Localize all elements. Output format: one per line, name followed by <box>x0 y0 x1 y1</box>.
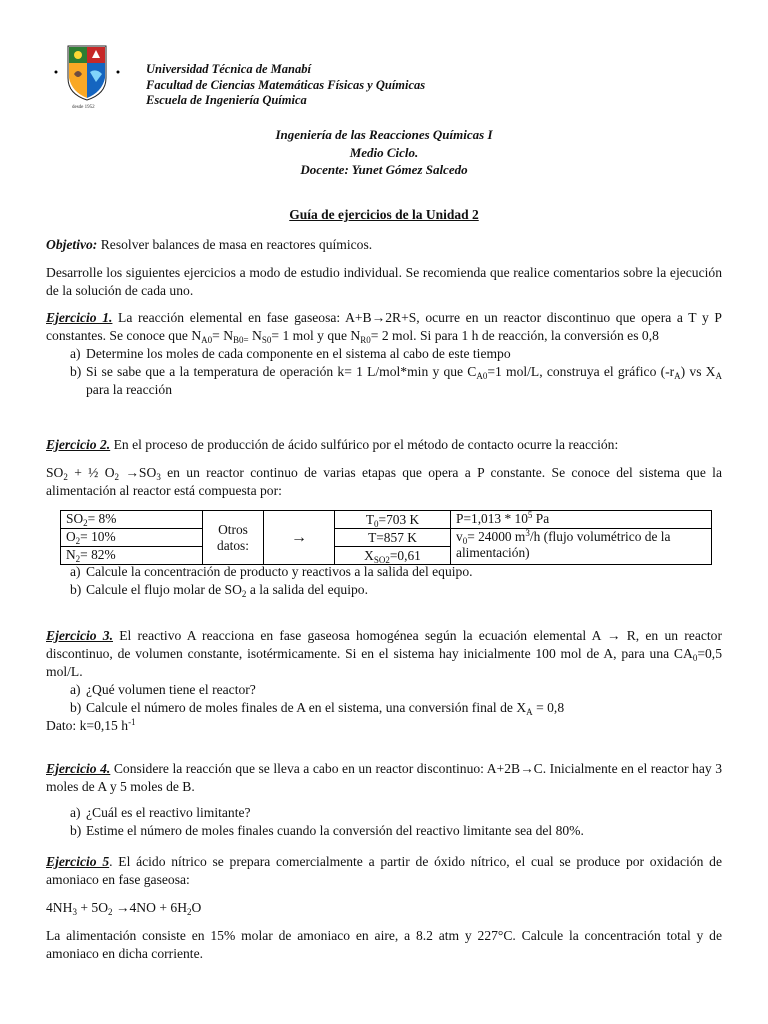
exercise-3-items <box>46 681 722 717</box>
list-item: b) Calcule el número de moles finales de A en el sistema, una conversión final de $X_A = 0,8$ <box>70 700 565 717</box>
exercise-5-statement: Ejercicio 5. El ácido nítrico se prepara comercialmente a partir de óxido nítrico, el cual se produce por oxidación de amoniaco en fase gaseosa: <box>46 854 722 887</box>
school-name: Escuela de Ingeniería Química <box>146 93 307 107</box>
table-cell: $X_{SO2}=0,61$ <box>335 547 451 565</box>
exercise-4-items <box>46 804 722 840</box>
university-logo <box>52 40 122 110</box>
table-cell: $v_0= 24000$ $m^3/h$ (flujo volumétrico de la alimentación) <box>451 529 712 565</box>
course-name: Ingeniería de las Reacciones Químicas I <box>275 127 493 142</box>
table-cell: $N_2= 82\%$ <box>61 547 203 565</box>
university-name: Universidad Técnica de Manabí <box>146 62 311 76</box>
exercise-2-statement: Ejercicio 2. En el proceso de producción de ácido sulfúrico por el método de contacto ocurre la reacción: <box>46 437 619 452</box>
table-cell: $T_0=703$ K <box>335 511 451 529</box>
list-item: b) Si se sabe que a la temperatura de operación k= 1 L/mol*min y que $C_{A0}=1$ mol/L, construya el gráfico $(-r_A)$ vs $X_A$ para la reacción <box>70 364 723 397</box>
table-cell: T=857 K <box>335 529 451 547</box>
logo-caption: desde 1952 <box>72 105 95 110</box>
course-teacher: Docente: Yunet Gómez Salcedo <box>300 162 468 177</box>
exercise-2 <box>46 436 722 500</box>
course-header <box>0 126 768 179</box>
exercise-5-label: Ejercicio 5 <box>46 854 110 869</box>
exercise-1-label: Ejercicio 1. <box>46 310 113 325</box>
table-cell: $SO_2= 8\%$ <box>61 511 203 529</box>
exercise-4-statement: Ejercicio 4. Considere la reacción que se lleva a cabo en un reactor discontinuo: A+2B→C. Inicialmente en el reactor hay 3 moles de A y 5 moles de B. <box>46 761 722 794</box>
exercise-2-items <box>46 563 722 599</box>
list-item: a) ¿Cuál es el reactivo limitante? <box>70 805 251 820</box>
faculty-name: Facultad de Ciencias Matemáticas Físicas y Químicas <box>146 77 426 92</box>
exercise-5-final: La alimentación consiste en 15% molar de amoniaco en aire, a 8.2 atm y 227°C. Calcule la concentración total y de amoniaco en dicha corriente. <box>46 928 722 961</box>
objective <box>46 236 722 254</box>
exercise-5 <box>46 853 722 963</box>
list-item: a) ¿Qué volumen tiene el reactor? <box>70 682 256 697</box>
table-cell: Otros datos: <box>203 511 264 565</box>
table-cell: $P=1,013 * 10^5$ Pa <box>451 511 712 529</box>
exercise-2-items-block <box>46 563 722 599</box>
guide-title: Guía de ejercicios de la Unidad 2 <box>289 207 479 222</box>
exercise-2-reaction: $SO_2$ + ½ $O_2 \to SO_3$ en un reactor continuo de varias etapas que opera a P constante. Se conoce del sistema que la alimentación al reactor está compuesta por: <box>46 465 722 498</box>
exercise-3-statement: Ejercicio 3. El reactivo A reacciona en fase gaseosa homogénea según la ecuación elemental A → R, en un reactor discontinuo, de volumen constante, isotérmicamente. Si en el sistema hay inicialmente 100 mol de A, para una $CA_0=0,5$ mol/L. <box>46 628 722 679</box>
objective-label: Objetivo: <box>46 237 98 252</box>
feed-data-table <box>60 510 712 565</box>
objective-text: Resolver balances de masa en reactores químicos. <box>97 237 373 252</box>
exercise-1-items <box>46 345 722 399</box>
exercise-5-reaction: $4NH_3 + 5O_2 \to 4NO + 6H_2O$ <box>46 900 202 917</box>
exercise-1-statement: Ejercicio 1. La reacción elemental en fase gaseosa: A+B→2R+S, ocurre en un reactor discontinuo que opera a T y P constantes. Se conoce que $N_{A0}= N_{B0=}$ $N_{S0}= 1$ mol y que $N_{R0}= 2$ mol. Si para 1 h de reacción, la conversión es 0,8 <box>46 310 722 345</box>
list-item: b) Calcule el flujo molar de $SO_2$ a la salida del equipo. <box>70 582 368 599</box>
exercise-1 <box>46 309 722 399</box>
institution-header <box>146 62 425 109</box>
exercise-3-data: Dato: k=0,15 $h^{-1}$ <box>46 717 136 733</box>
list-item: a) Calcule la concentración de producto y reactivos a la salida del equipo. <box>70 564 473 579</box>
table-cell: $O_2= 10\%$ <box>61 529 203 547</box>
intro-paragraph: Desarrolle los siguientes ejercicios a modo de estudio individual. Se recomienda que realice comentarios sobre la ejecución de la solución de cada uno. <box>46 265 722 298</box>
exercise-3 <box>46 627 722 735</box>
exercise-4 <box>46 760 722 840</box>
arrow-cell: → <box>264 511 335 565</box>
list-item: b) Estime el número de moles finales cuando la conversión del reactivo limitante sea del 80%. <box>70 823 584 838</box>
course-cycle: Medio Ciclo. <box>349 144 419 160</box>
list-item: a) Determine los moles de cada componente en el sistema al cabo de este tiempo <box>70 346 511 361</box>
exercise-4-label: Ejercicio 4. <box>46 761 111 776</box>
exercise-3-label: Ejercicio 3. <box>46 628 113 643</box>
exercise-2-label: Ejercicio 2. <box>46 437 111 452</box>
